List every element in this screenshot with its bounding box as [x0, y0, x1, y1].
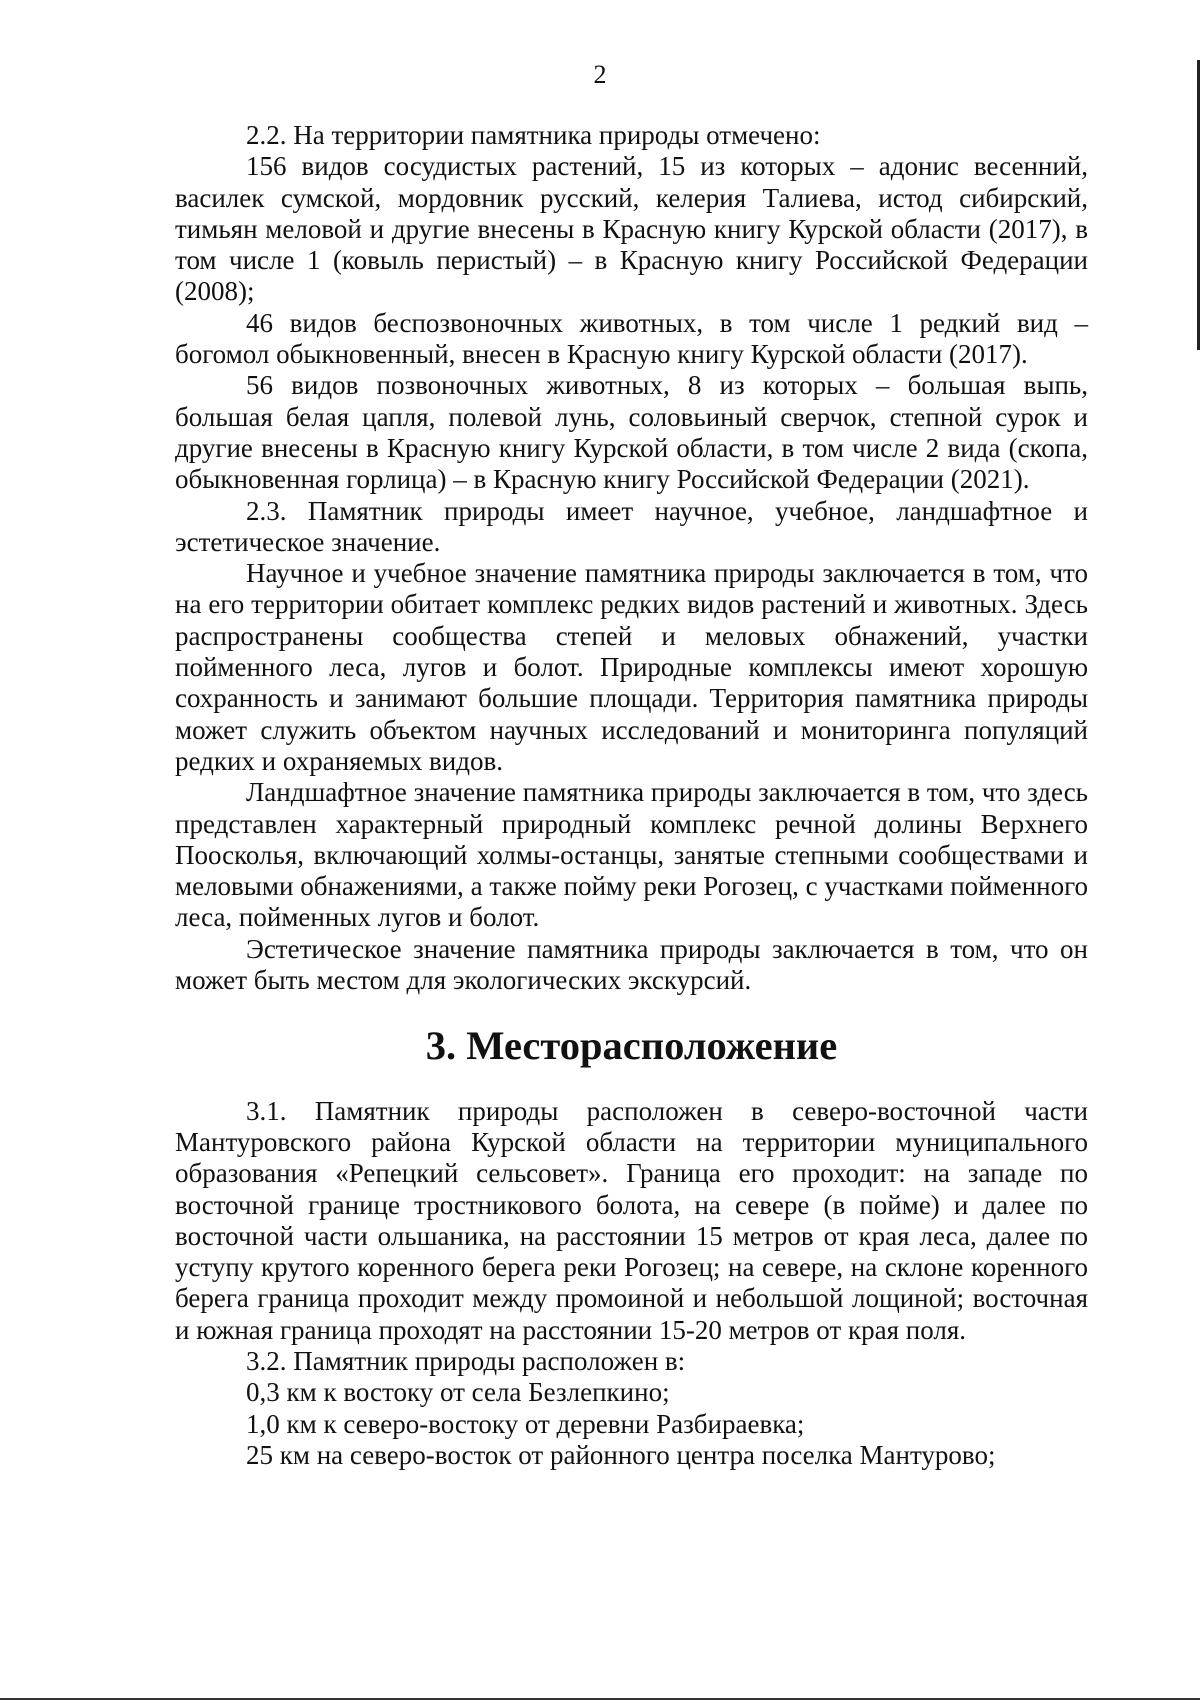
- location-item: 0,3 км к востоку от села Безлепкино;: [246, 1377, 670, 1408]
- paragraph-3-2-intro: 3.2. Памятник природы расположен в:: [246, 1345, 686, 1376]
- section-heading-location: 3. Месторасположение: [425, 1023, 838, 1069]
- page-number: 2: [593, 60, 607, 89]
- location-item: 1,0 км к северо-востоку от деревни Разбираевка;: [246, 1408, 805, 1439]
- paragraph-2-2-intro: 2.2. На территории памятника природы отмечено:: [246, 120, 821, 150]
- paragraph-2-3: 2.3. Памятник природы имеет научное, учебное, ландшафтное и эстетическое значение.: [175, 495, 1088, 557]
- document-body: [175, 120, 1088, 1471]
- location-item: 25 км на северо-восток от районного центра поселка Мантурово;: [246, 1439, 996, 1470]
- paragraph-invertebrates: 46 видов беспозвоночных животных, в том числе 1 редкий вид – богомол обыкновенный, внесен в Красную книгу Курской области (2017).: [175, 307, 1088, 370]
- paragraph-vascular-plants: 156 видов сосудистых растений, 15 из которых – адонис весенний, василек сумской, мордовник русский, келерия Талиева, истод сибирский, тимьян меловой и другие внесены в Красную книгу Курской области (2017), в том числе 1 (ковыль перистый) – в Красную книгу Российской Федерации (2008);: [175, 151, 1088, 307]
- paragraph-landscape-value: Ландшафтное значение памятника природы заключается в том, что здесь представлен характерный природный комплекс речной долины Верхнего Поосколья, включающий холмы-останцы, занятые степными сообществами и меловыми обнажениями, а также пойму реки Рогозец, с участками пойменного леса, пойменных лугов и болот.: [175, 777, 1088, 933]
- paragraph-3-1: 3.1. Памятник природы расположен в северо-восточной части Мантуровского района Курской области на территории муниципального образования «Репецкий сельсовет». Граница его проходит: на западе по восточной границе тростникового болота, на севере (в пойме) и далее по восточной части ольшаника, на расстоянии 15 метров от края леса, далее по уступу крутого коренного берега реки Рогозец; на севере, на склоне коренного берега граница проходит между промоиной и небольшой лощиной; восточная и южная граница проходят на расстоянии 15-20 метров от края поля.: [175, 1095, 1088, 1345]
- paragraph-aesthetic-value: Эстетическое значение памятника природы заключается в том, что он может быть местом для экологических экскурсий.: [175, 933, 1088, 996]
- paragraph-vertebrates: 56 видов позвоночных животных, 8 из которых – большая выпь, большая белая цапля, полевой лунь, соловьиный сверчок, степной сурок и другие внесены в Красную книгу Курской области, в том числе 2 вида (скопа, обыкновенная горлица) – в Красную книгу Российской Федерации (2021).: [175, 370, 1088, 495]
- scan-edge-bottom: [0, 1698, 1200, 1700]
- paragraph-scientific-value: Научное и учебное значение памятника природы заключается в том, что на его территории обитает комплекс редких видов растений и животных. Здесь распространены сообщества степей и меловых обнажений, участки пойменного леса, лугов и болот. Природные комплексы имеют хорошую сохранность и занимают большие площади. Территория памятника природы может служить объектом научных исследований и мониторинга популяций редких и охраняемых видов.: [175, 558, 1088, 776]
